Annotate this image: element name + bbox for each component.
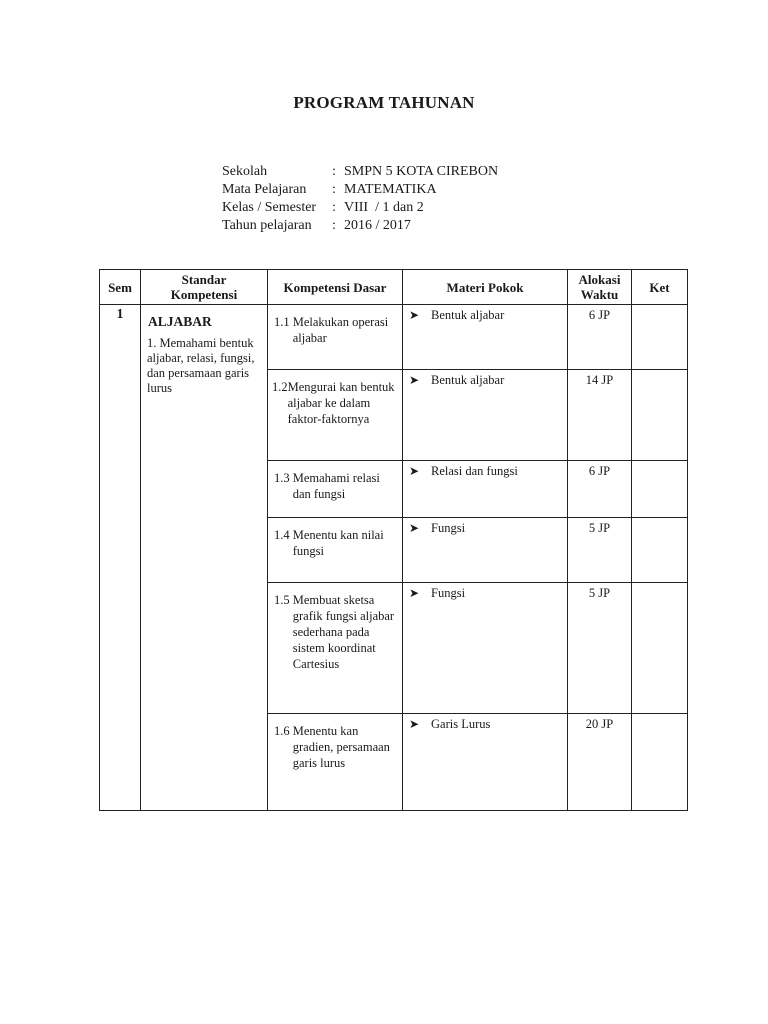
kd-cell <box>268 461 403 518</box>
info-label: Sekolah <box>222 164 268 179</box>
header-sem: Sem <box>100 270 141 305</box>
info-value: VIII / 1 dan 2 <box>344 200 424 215</box>
kd-number: 1.2 <box>272 380 288 394</box>
kd-cell <box>268 583 403 714</box>
materi-cell <box>403 461 568 518</box>
ket-cell <box>632 461 688 518</box>
arrow-bullet-icon: ➤ <box>409 521 420 535</box>
table-header-row <box>100 270 688 305</box>
standar-kompetensi-cell <box>141 305 268 811</box>
info-value: SMPN 5 KOTA CIREBON <box>344 164 499 179</box>
info-row-tahun-pelajaran <box>222 217 498 235</box>
info-colon: : <box>332 200 336 215</box>
info-label: Kelas / Semester <box>222 200 317 215</box>
info-label: Mata Pelajaran <box>222 182 307 197</box>
kd-cell <box>268 370 403 461</box>
info-value: MATEMATIKA <box>344 182 437 197</box>
kd-cell <box>268 305 403 370</box>
alokasi-cell: 20 JP <box>568 714 632 811</box>
info-row-sekolah <box>222 163 498 181</box>
info-block <box>222 163 498 235</box>
ket-cell <box>632 305 688 370</box>
kd-text: Menentu kan nilai fungsi <box>292 528 384 558</box>
info-colon: : <box>332 218 336 233</box>
materi-cell <box>403 583 568 714</box>
ket-cell <box>632 583 688 714</box>
header-kompetensi-dasar: Kompetensi Dasar <box>268 270 403 305</box>
header-alokasi-waktu: Alokasi Waktu <box>568 270 632 305</box>
kd-cell <box>268 714 403 811</box>
alokasi-cell: 6 JP <box>568 461 632 518</box>
info-colon: : <box>332 182 336 197</box>
arrow-bullet-icon: ➤ <box>409 373 420 387</box>
materi-text: Garis Lurus <box>431 717 491 731</box>
materi-text: Fungsi <box>431 521 466 535</box>
arrow-bullet-icon: ➤ <box>409 308 420 322</box>
materi-cell <box>403 305 568 370</box>
kd-number: 1.6 <box>274 724 290 738</box>
kd-text: Memahami relasi dan fungsi <box>292 471 380 501</box>
ket-cell <box>632 518 688 583</box>
kd-number: 1.1 <box>274 315 290 329</box>
materi-cell <box>403 370 568 461</box>
kd-text: Mengurai kan bentuk aljabar ke dalam faktor-faktornya <box>287 380 395 426</box>
materi-text: Bentuk aljabar <box>431 373 505 387</box>
arrow-bullet-icon: ➤ <box>409 586 420 600</box>
materi-text: Fungsi <box>431 586 466 600</box>
program-table <box>99 269 688 811</box>
header-materi-pokok: Materi Pokok <box>403 270 568 305</box>
materi-text: Bentuk aljabar <box>431 308 505 322</box>
alokasi-cell: 5 JP <box>568 518 632 583</box>
materi-cell <box>403 518 568 583</box>
info-value: 2016 / 2017 <box>344 218 411 233</box>
kd-text: Membuat sketsa grafik fungsi aljabar sederhana pada sistem koordinat Cartesius <box>292 593 395 671</box>
document-title: PROGRAM TAHUNAN <box>293 93 475 112</box>
arrow-bullet-icon: ➤ <box>409 717 420 731</box>
semester-cell: 1 <box>100 305 141 811</box>
table-row <box>100 305 688 370</box>
materi-cell <box>403 714 568 811</box>
sk-description: 1. Memahami bentuk aljabar, relasi, fungsi, dan persamaan garis lurus <box>147 336 255 395</box>
arrow-bullet-icon: ➤ <box>409 464 420 478</box>
sk-title: ALJABAR <box>148 314 212 329</box>
kd-text: Menentu kan gradien, persamaan garis lurus <box>292 724 390 770</box>
kd-number: 1.3 <box>274 471 290 485</box>
materi-text: Relasi dan fungsi <box>431 464 518 478</box>
info-colon: : <box>332 164 336 179</box>
kd-number: 1.5 <box>274 593 290 607</box>
info-row-mata-pelajaran <box>222 181 498 199</box>
alokasi-cell: 6 JP <box>568 305 632 370</box>
alokasi-cell: 5 JP <box>568 583 632 714</box>
ket-cell <box>632 714 688 811</box>
header-ket: Ket <box>632 270 688 305</box>
kd-text: Melakukan operasi aljabar <box>292 315 389 345</box>
info-label: Tahun pelajaran <box>222 218 312 233</box>
alokasi-cell: 14 JP <box>568 370 632 461</box>
kd-number: 1.4 <box>274 528 290 542</box>
kd-cell <box>268 518 403 583</box>
ket-cell <box>632 370 688 461</box>
info-row-kelas-semester <box>222 199 498 217</box>
header-standar-kompetensi: Standar Kompetensi <box>141 270 268 305</box>
